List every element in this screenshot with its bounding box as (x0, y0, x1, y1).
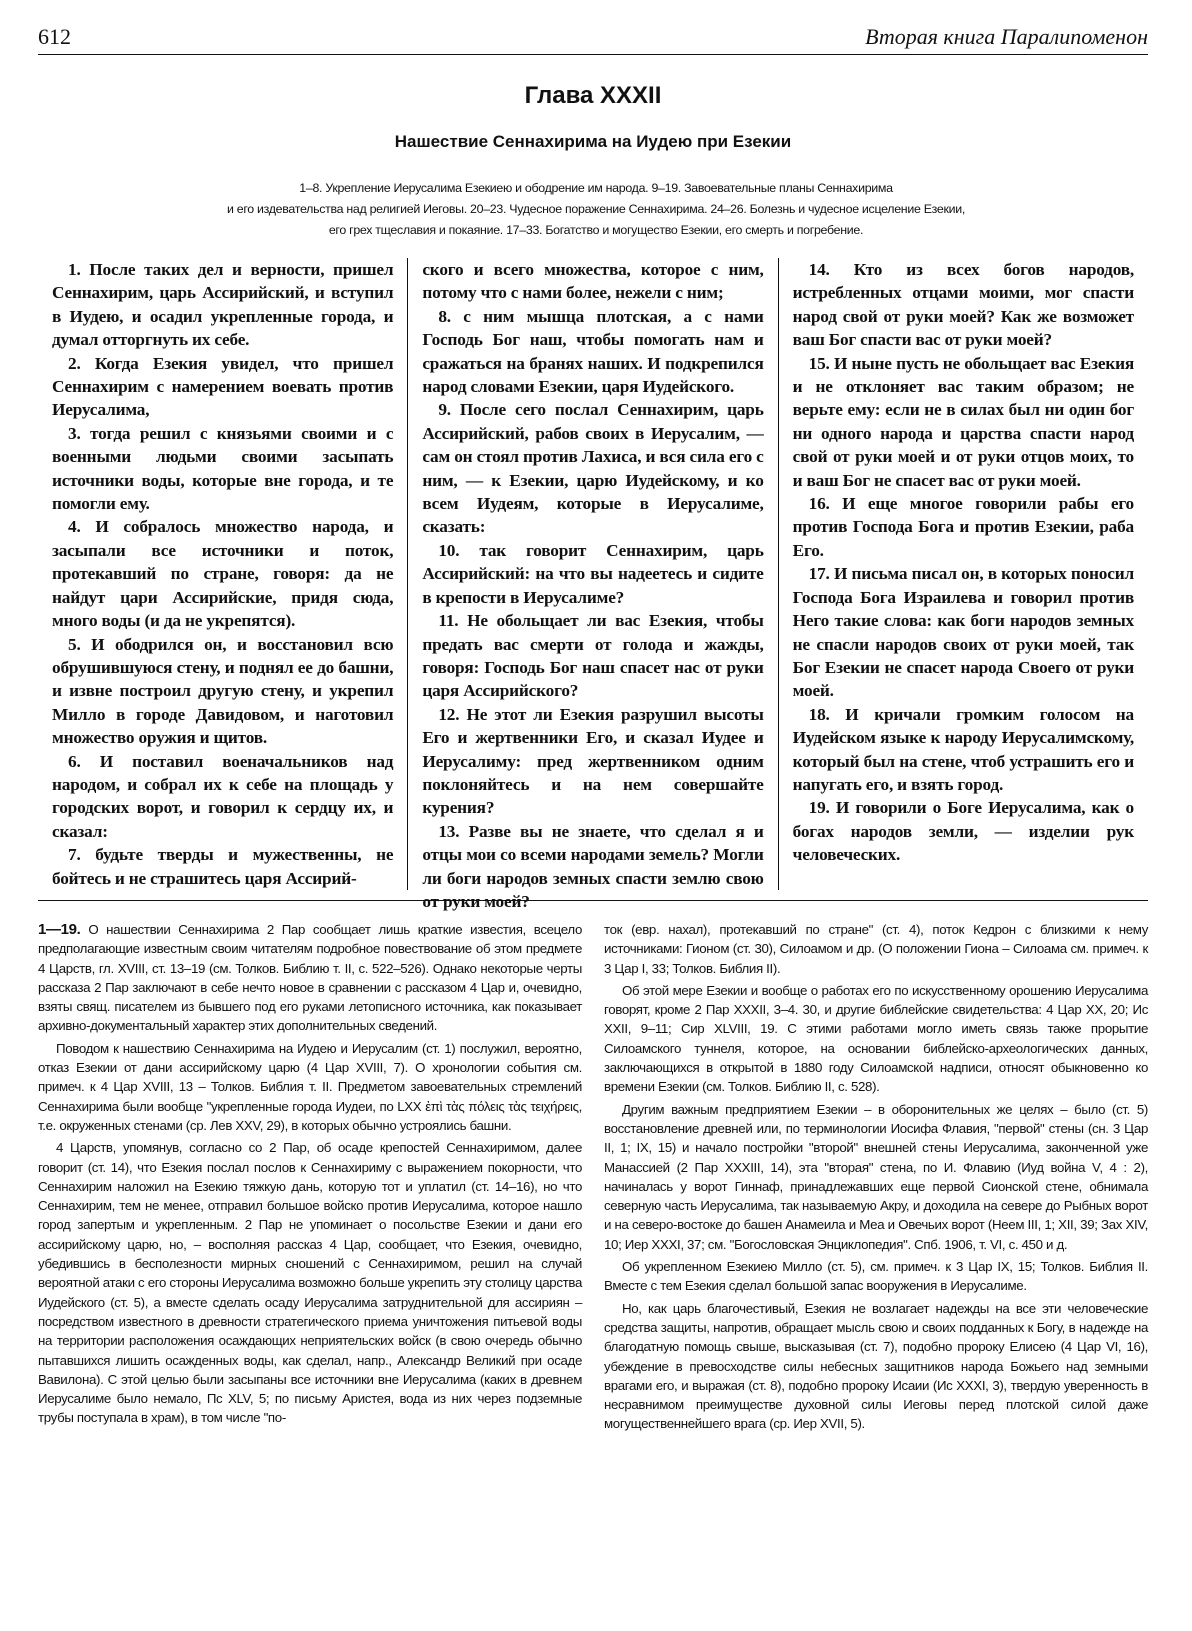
verse: 3. тогда решил с князьями своими и с военными людьми своими засыпать источники воды, которые вне города, и те помогли ему. (52, 423, 394, 514)
verse: 6. И поставил военачальников над народом, и собрал их к себе на площадь у городских ворот, и говорил к сердцу их, и сказал: (52, 751, 394, 841)
commentary-paragraph: Об этой мере Езекии и вообще о работах его по искусственному орошению Иерусалима говорят, кроме 2 Пар XXXII, 3–4. 30, и другие библейские свидетельства: 4 Цар XX, 20; Ис XXII, 9–11; Сир XLVIII, 19. С этими работами могло иметь связь также прорытие Силоамского туннеля, которое, на основании библейско-археологических данных, заключающихся в открытой в 1880 году Силоамской надписи, относят обыкновенно ко времени Езекии (см. Толков. Библию II, с. 528). (604, 982, 1148, 1095)
summary-line: его грех тщеславия и покаяние. 17–33. Богатство и могущество Езекии, его смерть и погребение. (328, 223, 864, 237)
summary-line: 1–8. Укрепление Иерусалима Езекиею и ободрение им народа. 9–19. Завоевательные планы Сеннахирима (299, 181, 893, 195)
verse: 14. Кто из всех богов народов, истребленных отцами моими, мог спасти народ свой от руки моей? Как же возможет ваш Бог спасти вас от руки моей? (792, 260, 1134, 350)
summary-line: и его издевательства над религией Иеговы. 20–23. Чудесное поражение Сеннахирима. 24–26. Болезнь и чудесное исцеление Езекии, (226, 202, 966, 216)
verse: 1. После таких дел и верности, пришел Сеннахирим, царь Ассирийский, и вступил в Иудею, и осадил укрепленные города, и думал отторгнуть их себе. (52, 260, 394, 350)
verse: 10. так говорит Сеннахирим, царь Ассирийский: на что вы надеетесь и сидите в крепости в Иерусалиме? (422, 540, 764, 607)
commentary-reference: 1—19. (38, 921, 81, 938)
verse-column-1 (38, 258, 407, 890)
verse-column-3 (778, 258, 1148, 890)
section-divider (38, 900, 1148, 901)
commentary-paragraph (38, 920, 582, 1036)
verse: 12. Не этот ли Езекия разрушил высоты Его и жертвенники Его, и сказал Иудее и Иерусалиму: пред жертвенником одним поклоняйтесь и на нем совершайте курения? (422, 704, 764, 818)
verse: 2. Когда Езекия увидел, что пришел Сеннахирим с намерением воевать против Иерусалима, (52, 353, 394, 420)
verse: 8. с ним мышца плотская, а с нами Господь Бог наш, чтобы помогать нам и сражаться на бранях наших. И подкрепился народ словами Езекии, царя Иудейского. (422, 306, 764, 397)
commentary-paragraph: Другим важным предприятием Езекии – в оборонительных же целях – было (ст. 5) восстановление древней или, по терминологии Иосифа Флавия, "первой" стены (сн. 3 Цар II, 1; IX, 15) и начало постройки "второй" внешней стены Иерусалима, законченной уже Манассией (2 Пар XXXIII, 14), эта "вторая" стена, по И. Флавию (Иуд война V, 4 : 2), начиналась у ворот Гиннаф, принадлежавших еще первой Сионской стене, обнимала северную часть Иерусалима, так называемую Акру, и доходила на севере до Рыбных ворот и на северо-востоке до башен Анамеила и Меа и Овечьих ворот (Неем III, 1; XII, 39; Зах XIV, 10; Иер XXXI, 37; см. "Богословская Энциклопедия". Спб. 1906, т. VI, с. 450 и д. (604, 1101, 1148, 1252)
chapter-summary (150, 178, 1042, 241)
verse: 4. И собралось множество народа, и засыпали все источники и поток, протекавший по стране, говоря: да не найдут цари Ассирийские, придя сюда, много воды (и да не укрепятся). (52, 517, 394, 631)
commentary-column-right (604, 920, 1148, 1620)
verse: 15. И ныне пусть не обольщает вас Езекия и не отклоняет вас таким образом; не верьте ему: если не в силах был ни один бог ни одного народа и царства спасти народ свой от руки моей и от руки отцов моих, то и ваш Бог не спасет вас от руки моей. (792, 353, 1134, 490)
commentary-continuation: ток (евр. нахал), протекавший по стране" (ст. 4), поток Кедрон с близкими к нему источниками: Гионом (ст. 30), Силоамом и др. (О положении Гиона – Силоама см. примеч. к 3 Цар I, 33; Толков. Библия II). (604, 922, 1148, 976)
verse: 16. И еще многое говорили рабы его против Господа Бога и против Езекии, раба Его. (792, 494, 1134, 560)
verse-columns (38, 258, 1148, 911)
verse: 18. И кричали громким голосом на Иудейском языке к народу Иерусалимскому, который был на стене, чтоб устрашить его и напугать его, и взять город. (792, 704, 1134, 794)
commentary (38, 920, 1148, 1620)
commentary-paragraph: Об укрепленном Езекиею Милло (ст. 5), см. примеч. к 3 Цар IX, 15; Толков. Библия II. Вместе с тем Езекия сделал большой запас вооружения в Иерусалиме. (604, 1259, 1148, 1294)
verse: 13. Разве вы не знаете, что сделал я и отцы мои со всеми народами земель? Могли ли боги народов земных спасти землю свою от руки моей? (422, 821, 764, 911)
commentary-paragraph: Поводом к нашествию Сеннахирима на Иудею и Иерусалим (ст. 1) послужил, вероятно, отказ Езекии от дани ассирийскому царю (4 Цар XVIII, 7). О хронологии события см. примеч. к 4 Цар XVIII, 13 – Толков. Библия т. II. Предметом завоевательных стремлений Сеннахирима были вообще "укрепленные города Иудеи, по LXX ἐπὶ τὰς πόλεις τὰς τειχήρεις, т.е. окруженных стенами (ср. Лев XXV, 29), в которых обычно устроялись башни. (38, 1040, 582, 1133)
commentary-paragraph: 4 Царств, упомянув, согласно со 2 Пар, об осаде крепостей Сеннахиримом, далее говорит (ст. 14), что Езекия послал послов к Сеннахириму с выражением покорности, что Сеннахирим наложил на Езекию тяжкую дань, которую тот и уплатил (ст. 14–16), но что Сеннахирим, тем не менее, отправил большое войско против Иерусалима, которое нашло город запертым и укрепленным. 2 Пар не упоминает о посольстве Езекии и дани его ассирийскому царю, но, – восполняя рассказ 4 Цар, сообщает, что Езекия, очевидно, убедившись в бесполезности мирных сношений с Сеннахиримом, решил на случай вероятной атаки с его стороны Иерусалима возможно больше укрепить эту столицу царства Иудейского (ст. 5), а вместе сделать осаду Иерусалима затруднительной для ассириян – посредством известного в древности стратегического приема уничтожения питьевой воды на территории расположения осаждающих неприятельских войск (в свою очередь обычно пытавшихся лишить осажденных воды, как сделал, напр., Александр Великий при осаде Вавилона). С этой целью были засыпаны все источники вне Иерусалима (каких в древнем Иерусалиме было немало, Пс XLV, 5; по письму Аристея, вода из них через подземные трубы поступала в храм), в том числе "по- (38, 1140, 582, 1426)
running-title: Вторая книга Паралипоменон (865, 24, 1148, 49)
verse: 17. И письма писал он, в которых поносил Господа Бога Израилева и говорил против Него такие слова: как боги народов земных не спасли народов своих от руки моей, так Бог Езекии не спасет народа Своего от руки моей. (792, 564, 1134, 701)
verse: 7. будьте тверды и мужественны, не бойтесь и не страшитесь царя Ассирий- (52, 845, 394, 888)
commentary-paragraph: Но, как царь благочестивый, Езекия не возлагает надежды на все эти человеческие средства защиты, напротив, обращает мысль свою и своих подданных к Богу, в надежде на благодатную помощь свыше, высказывая (ст. 7), подобно пророку Елисею (4 Цар VI, 16), убеждение в превосходстве силы небесных защитников народа Божьего над земными врагами его, и выражая (ст. 8), подобно пророку Исаии (Ис XXXI, 3), твердую уверенность в несравнимом преимуществе духовной силы Иеговы перед плотской силой даже могущественнейшего врага (ср. Иер XVII, 5). (604, 1300, 1148, 1432)
chapter-title: Глава XXXII (524, 82, 662, 109)
commentary-text: О нашествии Сеннахирима 2 Пар сообщает лишь краткие известия, всецело предполагающие известным своим читателям подробное повествование об этом предмете 4 Царств, гл. XVIII, ст. 13–19 (см. Толков. Библию т. II, с. 522–526). Однако некоторые черты рассказа 2 Пар заключают в себе нечто новое в сравнении с рассказом 4 Цар и, очевидно, взяты свящ. писателем из бывшего под его руками летописного источника, как показывает архивно-документальный характер этих дополнительных сведений. (38, 922, 582, 1034)
verse-continuation: ского и всего множества, которое с ним, потому что с нами более, нежели с ним; (422, 260, 764, 303)
verse-column-2 (407, 258, 777, 911)
verse: 9. После сего послал Сеннахирим, царь Ассирийский, рабов своих в Иерусалим, — сам он стоял против Лахиса, и вся сила его с ним, — к Езекии, царю Иудейскому, и ко всем Иудеям, которые в Иерусалиме, сказать: (422, 400, 764, 537)
verse: 11. Не обольщает ли вас Езекия, чтобы предать вас смерти от голода и жажды, говоря: Господь Бог наш спасет нас от руки царя Ассирийского? (422, 611, 764, 701)
running-header (38, 18, 1148, 55)
chapter-subtitle: Нашествие Сеннахирима на Иудею при Езекии (394, 132, 792, 151)
page-number: 612 (38, 24, 71, 49)
commentary-column-left (38, 920, 582, 1620)
verse: 5. И ободрился он, и восстановил всю обрушившуюся стену, и поднял ее до башни, и извне построил другую стену, и укрепил Милло в городе Давидовом, и наготовил множество оружия и щитов. (52, 634, 394, 748)
verse: 19. И говорили о Боге Иерусалима, как о богах народов земли, — изделии рук человеческих. (792, 798, 1134, 865)
